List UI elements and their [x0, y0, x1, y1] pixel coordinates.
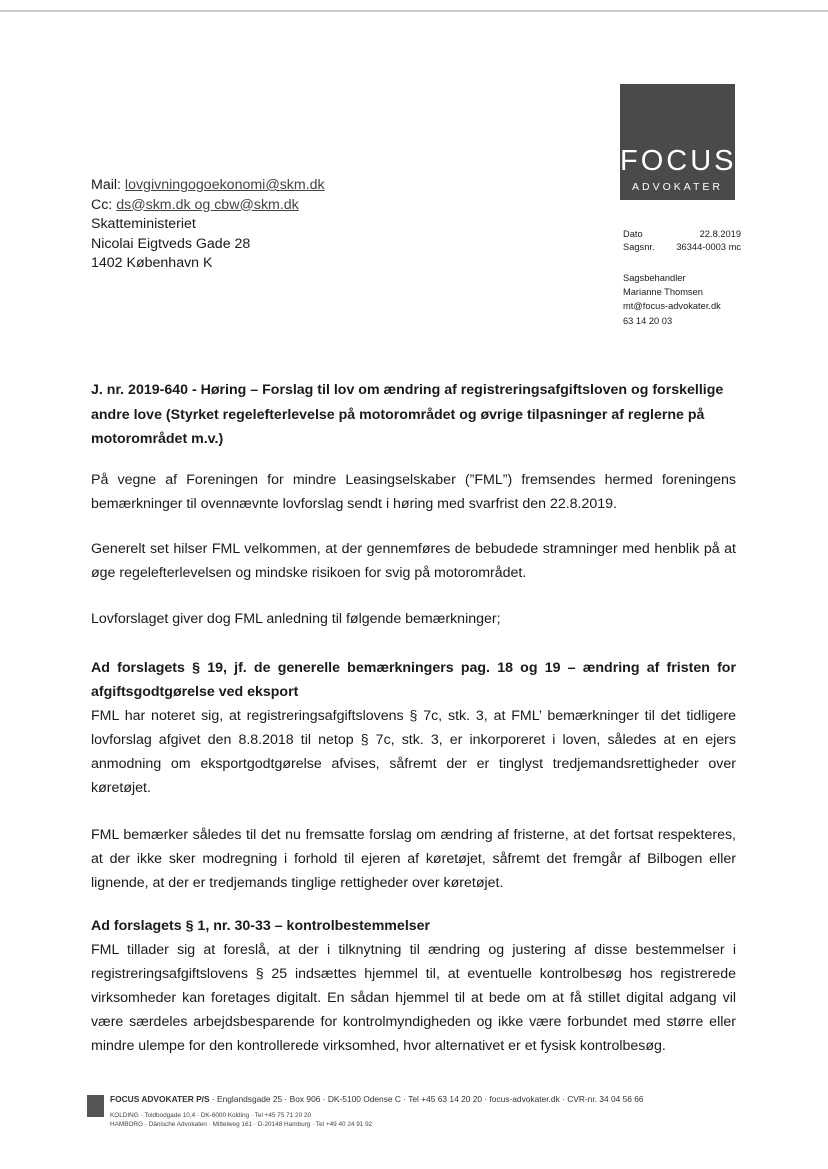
date-row — [623, 228, 741, 241]
footer-firm: FOCUS ADVOKATER P/S — [110, 1094, 210, 1104]
paragraph-control: FML tillader sig at foreslå, at der i tilknytning til ændring og justering af disse bestemmelser i registreringsafgiftslovens § 25 indsættes hjemmel til, at eventuelle kontrolbesøg hos registrerede virksomheder kan foretages digitalt. En sådan hjemmel til at bede om at få stillet digital adgang vil være særdeles arbejdsbesparende for kontrolmyndigheden og ikke være forbundet med større eller mindre ulempe for den kontrollerede virksomhed, hvor alternativet er et fysisk kontrolbesøg. — [91, 942, 736, 1054]
footer-kolding: KOLDING · Toldbodgade 10,4 · DK-6000 Kolding · Tel +45 75 71 20 20 — [110, 1112, 312, 1119]
section-export — [91, 656, 736, 800]
mail-label: Mail: — [91, 177, 121, 193]
page-top-rule — [0, 10, 828, 12]
date-label: Dato — [623, 229, 643, 239]
case-number-row — [623, 241, 741, 254]
cc-link[interactable]: ds@skm.dk og cbw@skm.dk — [116, 196, 299, 213]
paragraph-remarks: Lovforslaget giver dog FML anledning til følgende bemærkninger; — [91, 611, 501, 627]
case-handler-block — [623, 271, 721, 328]
cc-label: Cc: — [91, 196, 113, 213]
footer-logo-mark — [87, 1095, 104, 1117]
focus-advokater-logo — [620, 84, 735, 200]
logo-name: FOCUS — [620, 145, 737, 177]
date-value: 22.8.2019 — [699, 229, 741, 239]
paragraph-general: Generelt set hilser FML velkommen, at der gennemføres de bebudede stramninger med henblik på at øge regelefterlevelsen og mindske risikoen for svig på motorområdet. — [91, 541, 736, 581]
case-number-value: 36344-0003 mc — [676, 242, 741, 252]
subject-heading: J. nr. 2019-640 - Høring – Forslag til lov om ændring af registreringsafgiftsloven og forskellige andre love (Styrket regelefterlevelse på motorområdet og øvrige tilpasninger af reglerne på motorområdet m.v.) — [91, 382, 724, 447]
section-heading-export: Ad forslagets § 19, jf. de generelle bemærkningers pag. 18 og 19 – ændring af fristen for afgiftsgodtgørelse ved eksport — [91, 660, 736, 700]
paragraph-export: FML har noteret sig, at registreringsafgiftslovens § 7c, stk. 3, at FML’ bemærkninger til det tidligere lovforslag afgivet den 8.8.2018 til netop § 7c, stk. 3, er inkorporeret i loven, således at en ejers anmodning om eksportgodtgørelse afvises, såfremt der er tinglyst tredjemandsrettigheder over køretøjet. — [91, 708, 736, 796]
document-meta — [623, 228, 741, 254]
footer-address: · Englandsgade 25 · Box 906 · DK-5100 Odense C · Tel +45 63 14 20 20 · focus-advokater.dk · CVR-nr. 34 04 56 66 — [209, 1094, 644, 1104]
recipient-address-block — [91, 176, 325, 274]
footer-branches — [110, 1111, 372, 1129]
footer-hamborg: HAMBORG · Dänische Advokaten · Mittelweg 161 · D-20148 Hamburg · Tel +49 40 24 91 92 — [110, 1121, 373, 1128]
case-handler-phone: 63 14 20 03 — [623, 315, 673, 326]
footer-main-line — [110, 1094, 644, 1105]
case-handler-name: Marianne Thomsen — [623, 287, 703, 298]
case-handler-email: mt@focus-advokater.dk — [623, 301, 721, 312]
section-heading-control: Ad forslagets § 1, nr. 30-33 – kontrolbestemmelser — [91, 918, 431, 934]
cc-line — [91, 196, 325, 216]
recipient-org: Skatteministeriet — [91, 216, 196, 232]
mail-line — [91, 176, 325, 196]
mail-link[interactable]: lovgivningogoekonomi@skm.dk — [124, 177, 325, 193]
logo-subtitle: ADVOKATER — [632, 181, 723, 193]
case-handler-label: Sagsbehandler — [623, 273, 686, 283]
recipient-street: Nicolai Eigtveds Gade 28 — [91, 235, 251, 252]
section-control — [91, 914, 736, 1058]
recipient-city: 1402 København K — [91, 255, 213, 271]
paragraph-offset: FML bemærker således til det nu fremsatte forslag om ændring af fristerne, at det fortsat respekteres, at der ikke sker modregning i forhold til ejeren af køretøjet, såfremt det fremgår af Bilbogen eller lignende, at der er tredjemands tinglige rettigheder over køretøjet. — [91, 827, 736, 891]
paragraph-intro: På vegne af Foreningen for mindre Leasingselskaber (”FML”) fremsendes hermed foreningens bemærkninger til ovennævnte lovforslag sendt i høring med svarfrist den 22.8.2019. — [91, 472, 736, 512]
case-number-label: Sagsnr. — [623, 242, 655, 252]
